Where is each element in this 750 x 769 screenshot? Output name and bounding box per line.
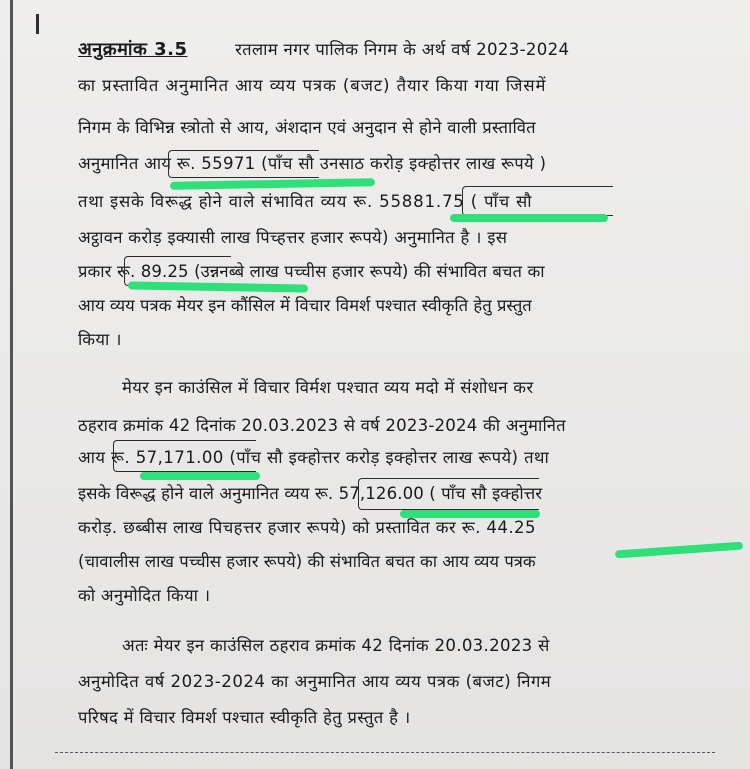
amount-box (168, 150, 319, 178)
text-line: को अनुमोदित किया । (78, 586, 211, 605)
amount-box (113, 440, 256, 472)
highlighter-mark (128, 281, 308, 292)
text-line: का प्रस्तावित अनुमानित आय व्यय पत्रक (बजट) तैयार किया गया जिसमें (78, 76, 547, 95)
text-line: अट्ठावन करोड़ इक्यासी लाख पिच्हत्तर हजार रूपये) अनुमानित है । इस (78, 228, 508, 247)
text-line: मेयर इन काउंसिल में विचार विर्मश पश्चात व्यय मदो में संशोधन कर (122, 378, 534, 397)
text-line: ठहराव क्रमांक 42 दिनांक 20.03.2023 से वर्ष 2023-2024 की अनुमानित (78, 416, 566, 435)
text-line: तथा इसके विरूद्ध होने वाले संभावित व्यय रू. 55881.75 ( पॉंच सौ (78, 192, 533, 211)
text-line: आय रू. 57,171.00 (पॉंच सौ इक्होत्तर करोड़ इक्होत्तर लाख रूपये) तथा (78, 448, 550, 467)
text-line: अनुमोदित वर्ष 2023-2024 का अनुमानित आय व्यय पत्रक (बजट) निगम (78, 672, 552, 691)
text-line: अतः मेयर इन काउंसिल ठहराव क्रमांक 42 दिनांक 20.03.2023 से (122, 636, 550, 655)
text-line: रतलाम नगर पालिक निगम के अर्थ वर्ष 2023-2024 (235, 40, 570, 59)
text-line: आय व्यय पत्रक मेयर इन कौंसिल में विचार विमर्श पश्चात स्वीकृति हेतु प्रस्तुत (78, 296, 532, 315)
highlighter-mark (170, 178, 375, 190)
highlighter-mark (400, 510, 540, 518)
text-line: करोड़. छब्बीस लाख पिचहत्तर हजार रूपये) को प्रस्तावित कर रू. 44.25 (78, 518, 536, 537)
amount-box (358, 478, 539, 510)
text-line: किया । (78, 330, 122, 349)
amount-box (462, 186, 613, 216)
text-line: निगम के विभिन्न स्त्रोतो से आय, अंशदान एवं अनुदान से होने वाली प्रस्तावित (78, 118, 536, 137)
text-line: इसके विरूद्ध होने वाले अनुमानित व्यय रू. 57,126.00 ( पॉंच सौ इक्होत्तर (78, 484, 543, 503)
highlighter-mark (140, 472, 260, 480)
page-edge-shadow (10, 0, 13, 769)
page-edge-mark (36, 14, 39, 34)
highlighter-mark (450, 214, 608, 222)
document-heading: अनुक्रमांक 3.5 (78, 39, 188, 60)
bottom-divider (55, 752, 715, 753)
highlighter-mark (615, 542, 743, 559)
text-line: परिषद में विचार विमर्श पश्चात स्वीकृति हेतु प्रस्तुत है । (78, 708, 411, 727)
text-line: अनुमानित आय रू. 55971 (पॉंच सौ उनसाठ करोड़ इक्होत्तर लाख रूपये ) (78, 154, 547, 173)
document-line-1 (78, 40, 569, 60)
text-line: (चावालीस लाख पच्चीस हजार रूपये) की संभावित बचत का आय व्यय पत्रक (78, 552, 536, 571)
text-line: प्रकार रू. 89.25 (उन्ननब्बे लाख पच्चीस हजार रूपये) की संभावित बचत का (78, 262, 545, 281)
